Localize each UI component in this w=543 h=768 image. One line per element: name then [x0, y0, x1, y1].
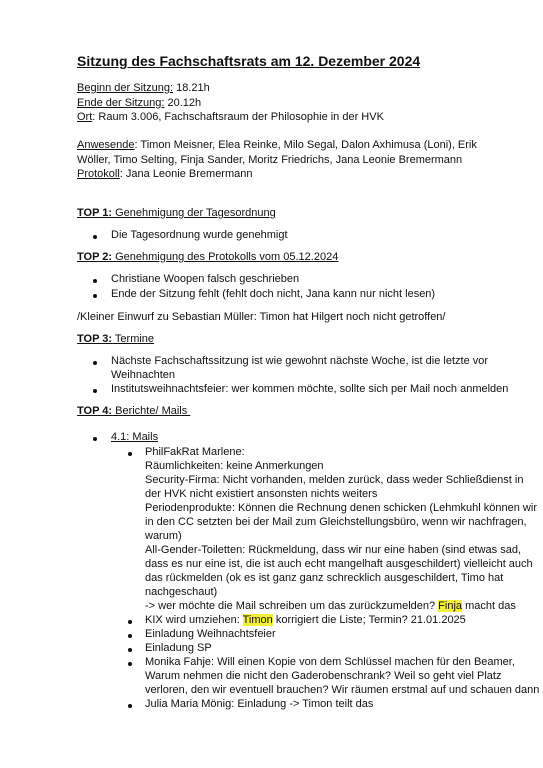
philfak-line: dass es nur eine ist, die ist auch echt mangelhaft ausgeschildert) vielleicht auch [145, 558, 533, 570]
mails-subheading: 4.1: Mails [111, 431, 159, 443]
philfak-line [145, 600, 516, 613]
philfak-line: nachgeschaut) [145, 586, 218, 598]
protocol-value: : Jana Leonie Bremermann [119, 168, 253, 180]
philfak-text: macht das [462, 600, 516, 612]
top3-title: Termine [112, 333, 155, 345]
top1-number: TOP 1: [77, 207, 113, 219]
meeting-end-value: 20.12h [164, 97, 202, 109]
bullet-icon [93, 235, 97, 239]
bullet-icon [128, 662, 132, 666]
location-label: Ort [77, 111, 93, 123]
bullet-icon [128, 634, 132, 638]
philfak-line: der HVK nicht existiert ansonsten nichts weiters [145, 488, 378, 500]
bullet-icon [93, 294, 97, 298]
meeting-start-label: Beginn der Sitzung: [77, 82, 174, 94]
protocol-label: Protokoll [77, 168, 120, 180]
philfak-line: in den CC setzten bei der Mail zum Gleichstellungsbüro, wenn wir nachfragen, [145, 516, 527, 528]
meeting-end-label: Ende der Sitzung: [77, 97, 165, 109]
meeting-location [77, 111, 384, 124]
bullet-icon [128, 648, 132, 652]
highlighted-name: Timon [242, 614, 273, 626]
meeting-end [77, 97, 201, 110]
top3-number: TOP 3: [77, 333, 113, 345]
top2-number: TOP 2: [77, 251, 113, 263]
bullet-icon [128, 704, 132, 708]
attendees-label: Anwesende [77, 139, 135, 151]
philfak-line: warum) [145, 530, 182, 542]
kix-text: KIX wird umziehen: [145, 614, 243, 626]
monika-line: Warum nehmen die nicht den Gaderobenschrank? Weil so geht viel Platz [145, 670, 502, 682]
bullet-icon [128, 452, 132, 456]
highlighted-name: Finja [438, 600, 463, 612]
top4-number: TOP 4: [77, 405, 113, 417]
top4-heading [77, 405, 190, 418]
bullet-icon [93, 279, 97, 283]
top1-item: Die Tagesordnung wurde genehmigt [111, 229, 288, 241]
top3-heading [77, 333, 154, 346]
philfak-line: Räumlichkeiten: keine Anmerkungen [145, 460, 324, 472]
monika-line: verloren, den wir eventuell brauchen? Wir räumen erstmal auf und schauen dann [145, 684, 540, 696]
top2-heading [77, 251, 338, 264]
interjection-note: /Kleiner Einwurf zu Sebastian Müller: Timon hat Hilgert noch nicht getroffen/ [77, 311, 446, 323]
philfak-line: All-Gender-Toiletten: Rückmeldung, dass wir nur eine haben (sind etwas sad, [145, 544, 522, 556]
list-item: Einladung SP [145, 642, 212, 654]
bullet-icon [128, 620, 132, 624]
kix-item [145, 614, 466, 627]
philfak-line: Periodenprodukte: Können die Rechnung denen schicken (Lehmkuhl können wir [145, 502, 537, 514]
top1-heading [77, 207, 276, 220]
kix-text: korrigiert die Liste; Termin? 21.01.2025 [272, 614, 466, 626]
bullet-icon [93, 361, 97, 365]
philfak-line: Security-Firma: Nicht vorhanden, melden zurück, dass weder Schließdienst in [145, 474, 524, 486]
top3-item: Nächste Fachschaftssitzung ist wie gewohnt nächste Woche, ist die letzte vor [111, 355, 489, 367]
top1-title: Genehmigung der Tagesordnung [112, 207, 276, 219]
bullet-icon [93, 389, 97, 393]
page-title: Sitzung des Fachschaftsrats am 12. Dezember 2024 [77, 53, 421, 69]
top2-title: Genehmigung des Protokolls vom 05.12.2024 [112, 251, 339, 263]
top4-title: Berichte/ Mails [112, 405, 191, 417]
philfak-line: PhilFakRat Marlene: [145, 446, 245, 458]
julia-item: Julia Maria Mönig: Einladung -> Timon teilt das [145, 698, 374, 710]
philfak-line: das rückmelden (ok es ist ganz ganz schrecklich ausgeschildert, Timo hat [145, 572, 504, 584]
top3-item-cont: Weihnachten [111, 369, 176, 381]
meeting-start [77, 82, 210, 95]
philfak-text: -> wer möchte die Mail schreiben um das zurückzumelden? [145, 600, 439, 612]
attendees-line2: Wöller, Timo Selting, Finja Sander, Moritz Friedrichs, Jana Leonie Bremermann [77, 154, 463, 166]
meeting-start-value: 18.21h [173, 82, 210, 94]
attendees [77, 139, 477, 152]
attendees-line1: : Timon Meisner, Elea Reinke, Milo Segal, Dalon Axhimusa (Loni), Erik [134, 139, 477, 151]
bullet-icon [93, 437, 97, 441]
top2-item: Ende der Sitzung fehlt (fehlt doch nicht, Jana kann nur nicht lesen) [111, 288, 436, 300]
monika-line: Monika Fahje: Will einen Kopie von dem Schlüssel machen für den Beamer, [145, 656, 515, 668]
list-item: Einladung Weihnachtsfeier [145, 628, 276, 640]
location-value: : Raum 3.006, Fachschaftsraum der Philosophie in der HVK [92, 111, 384, 123]
protocol [77, 168, 252, 181]
top2-item: Christiane Woopen falsch geschrieben [111, 273, 300, 285]
top3-item: Institutsweihnachtsfeier: wer kommen möchte, sollte sich per Mail noch anmelden [111, 383, 509, 395]
